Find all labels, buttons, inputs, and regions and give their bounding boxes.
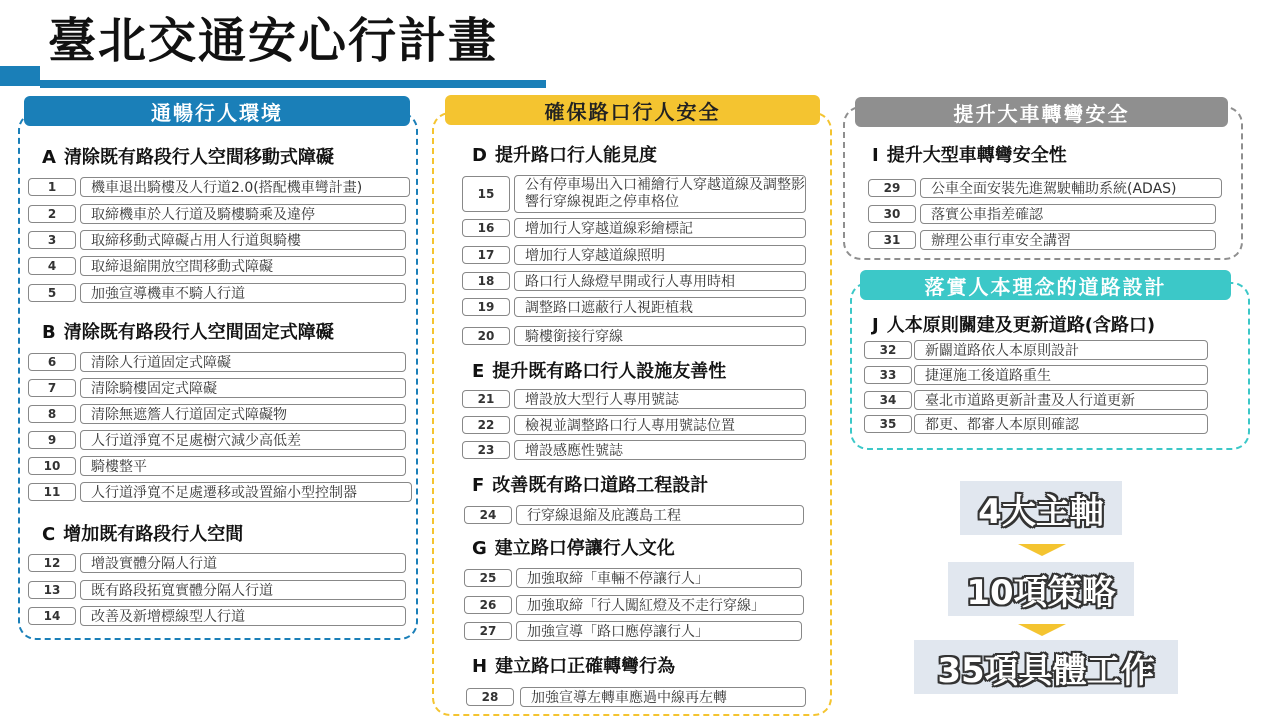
item-number: 5	[28, 284, 76, 302]
section-title: J 人本原則關建及更新道路(含路口)	[872, 315, 1156, 336]
item-number: 11	[28, 483, 76, 501]
panel-header: 提升大車轉彎安全	[855, 97, 1228, 127]
item-number: 27	[464, 622, 512, 640]
item-text: 增加行人穿越道線照明	[514, 245, 806, 265]
item-text: 捷運施工後道路重生	[914, 365, 1208, 385]
item-number: 34	[864, 391, 912, 409]
section-title: D 提升路口行人能見度	[472, 145, 657, 166]
item-text: 清除人行道固定式障礙	[80, 352, 406, 372]
item-number: 10	[28, 457, 76, 475]
item-text: 加強宣導機車不騎人行道	[80, 283, 406, 303]
item-text: 取締移動式障礙占用人行道與騎樓	[80, 230, 406, 250]
item-text: 公有停車場出入口補繪行人穿越道線及調整影響行穿線視距之停車格位	[514, 175, 806, 213]
item-number: 31	[868, 231, 916, 249]
item-text: 加強宣導左轉車應過中線再左轉	[520, 687, 806, 707]
item-number: 15	[462, 176, 510, 212]
item-text: 公車全面安裝先進駕駛輔助系統(ADAS)	[920, 178, 1222, 198]
item-number: 30	[868, 205, 916, 223]
item-text: 路口行人綠燈早開或行人專用時相	[514, 271, 806, 291]
item-text: 機車退出騎樓及人行道2.0(搭配機車彎計畫)	[80, 177, 410, 197]
item-number: 35	[864, 415, 912, 433]
item-number: 25	[464, 569, 512, 587]
item-number: 19	[462, 298, 510, 316]
section-title: I 提升大型車轉彎安全性	[872, 145, 1067, 166]
item-text: 行穿線退縮及庇護島工程	[516, 505, 804, 525]
item-text: 取締機車於人行道及騎樓騎乘及違停	[80, 204, 406, 224]
item-number: 9	[28, 431, 76, 449]
summary-strategies-box: 10項策略	[948, 562, 1134, 616]
item-number: 14	[28, 607, 76, 625]
section-title: A 清除既有路段行人空間移動式障礙	[42, 147, 334, 168]
item-text: 清除無遮簷人行道固定式障礙物	[80, 404, 406, 424]
item-text: 人行道淨寬不足處遷移或設置縮小型控制器	[80, 482, 412, 502]
item-number: 7	[28, 379, 76, 397]
item-text: 檢視並調整路口行人專用號誌位置	[514, 415, 806, 435]
item-text: 取締退縮開放空間移動式障礙	[80, 256, 406, 276]
panel-header: 通暢行人環境	[24, 96, 410, 126]
down-arrow-icon	[1018, 624, 1066, 636]
item-number: 3	[28, 231, 76, 249]
section-title: F 改善既有路口道路工程設計	[472, 475, 709, 496]
item-number: 12	[28, 554, 76, 572]
item-text: 既有路段拓寬實體分隔人行道	[80, 580, 406, 600]
item-number: 23	[462, 441, 510, 459]
item-text: 增加行人穿越道線彩繪標記	[514, 218, 806, 238]
item-number: 6	[28, 353, 76, 371]
item-number: 13	[28, 581, 76, 599]
section-title: H 建立路口正確轉彎行為	[472, 656, 676, 677]
item-text: 增設感應性號誌	[514, 440, 806, 460]
item-text: 騎樓銜接行穿線	[514, 326, 806, 346]
down-arrow-icon	[1018, 544, 1066, 556]
item-number: 21	[462, 390, 510, 408]
title-accent-bar	[0, 66, 40, 86]
item-text: 加強取締「行人闖紅燈及不走行穿線」	[516, 595, 804, 615]
item-text: 都更、都審人本原則確認	[914, 414, 1208, 434]
summary-tasks-box: 35項具體工作	[914, 640, 1178, 694]
item-number: 4	[28, 257, 76, 275]
panel-header: 確保路口行人安全	[445, 95, 820, 125]
item-text: 加強取締「車輛不停讓行人」	[516, 568, 802, 588]
item-text: 改善及新增標線型人行道	[80, 606, 406, 626]
panel-header: 落實人本理念的道路設計	[860, 270, 1231, 300]
item-number: 32	[864, 341, 912, 359]
item-text: 調整路口遮蔽行人視距植栽	[514, 297, 806, 317]
item-text: 辦理公車行車安全講習	[920, 230, 1216, 250]
summary-axes-box: 4大主軸	[960, 481, 1122, 535]
section-title: B 清除既有路段行人空間固定式障礙	[42, 322, 334, 343]
item-number: 17	[462, 246, 510, 264]
item-text: 人行道淨寬不足處樹穴減少高低差	[80, 430, 406, 450]
item-text: 騎樓整平	[80, 456, 406, 476]
item-number: 33	[864, 366, 912, 384]
item-number: 1	[28, 178, 76, 196]
item-text: 增設實體分隔人行道	[80, 553, 406, 573]
page-title: 臺北交通安心行計畫	[48, 13, 499, 69]
item-number: 26	[464, 596, 512, 614]
item-text: 臺北市道路更新計畫及人行道更新	[914, 390, 1208, 410]
item-text: 清除騎樓固定式障礙	[80, 378, 406, 398]
item-number: 24	[464, 506, 512, 524]
item-text: 落實公車指差確認	[920, 204, 1216, 224]
section-title: G 建立路口停讓行人文化	[472, 538, 675, 559]
item-number: 29	[868, 179, 916, 197]
item-number: 8	[28, 405, 76, 423]
section-title: E 提升既有路口行人設施友善性	[472, 361, 727, 382]
item-number: 16	[462, 219, 510, 237]
item-number: 28	[466, 688, 514, 706]
section-title: C 增加既有路段行人空間	[42, 524, 244, 545]
title-underline-bar	[40, 80, 546, 88]
item-number: 2	[28, 205, 76, 223]
item-number: 18	[462, 272, 510, 290]
item-text: 加強宣導「路口應停讓行人」	[516, 621, 802, 641]
item-text: 新闢道路依人本原則設計	[914, 340, 1208, 360]
item-text: 增設放大型行人專用號誌	[514, 389, 806, 409]
item-number: 20	[462, 327, 510, 345]
item-number: 22	[462, 416, 510, 434]
